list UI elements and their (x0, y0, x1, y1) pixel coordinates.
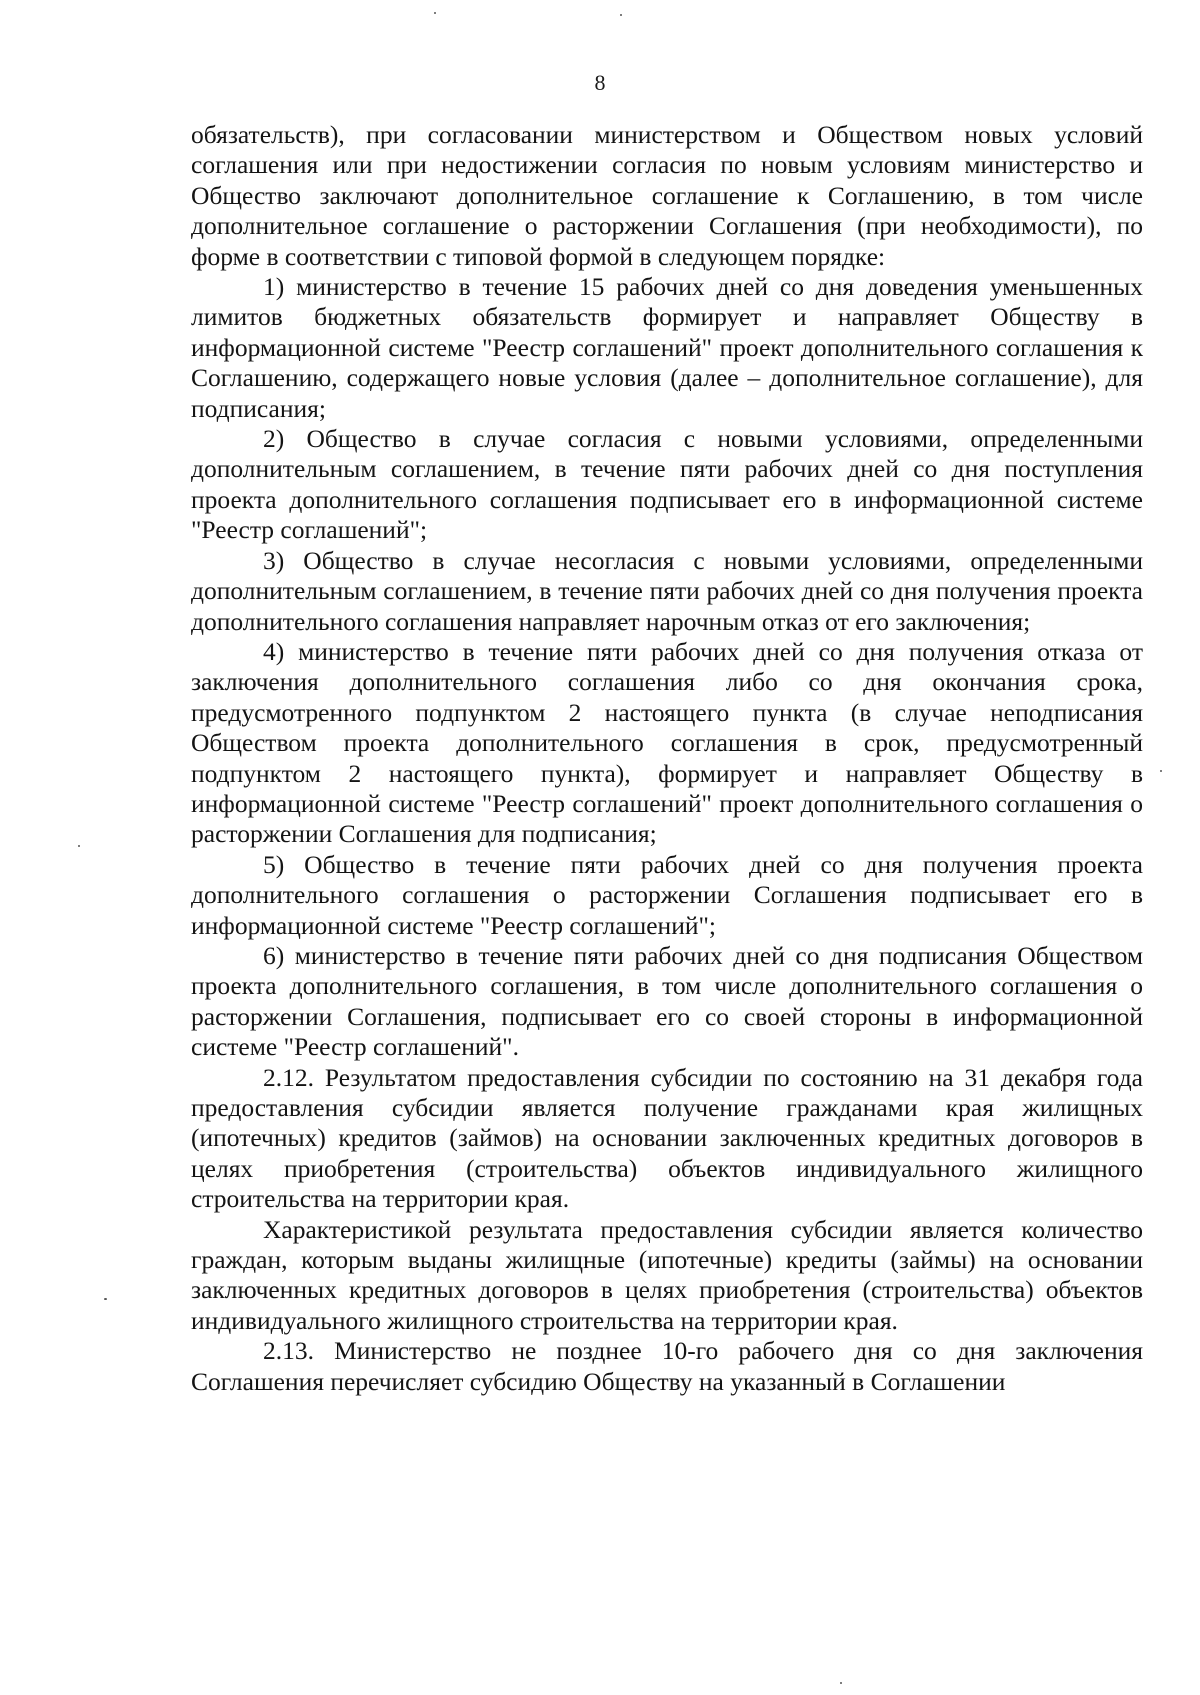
paragraph-item-3: 3) Общество в случае несогласия с новыми условиями, определенными дополнительным соглашением, в течение пяти рабочих дней со дня получения проекта дополнительного соглашения направляет нарочным отказ от его заключения; (191, 545, 1143, 636)
document-body (191, 120, 1143, 1397)
paragraph-item-4: 4) министерство в течение пяти рабочих дней со дня получения отказа от заключения дополнительного соглашения либо со дня окончания срока, предусмотренного подпунктом 2 настоящего пункта (в случае неподписания Обществом проекта дополнительного соглашения в срок, предусмотренный подпунктом 2 настоящего пункта), формирует и направляет Обществу в информационной системе "Реестр соглашений" проект дополнительного соглашения о расторжении Соглашения для подписания; (191, 636, 1143, 849)
paragraph-intro: обязательств), при согласовании министерством и Обществом новых условий соглашения или при недостижении согласия по новым условиям министерство и Общество заключают дополнительное соглашение к Соглашению, в том числе дополнительное соглашение о расторжении Соглашения (при необходимости), по форме в соответствии с типовой формой в следующем порядке: (191, 120, 1143, 271)
page-number: 8 (594, 70, 606, 95)
paragraph-2-13: 2.13. Министерство не позднее 10-го рабочего дня со дня заключения Соглашения перечисляет субсидию Обществу на указанный в Соглашении (191, 1336, 1143, 1396)
paragraph-item-6: 6) министерство в течение пяти рабочих дней со дня подписания Обществом проекта дополнительного соглашения, в том числе дополнительного соглашения о расторжении Соглашения, подписывает его со своей стороны в информационной системе "Реестр соглашений". (191, 940, 1143, 1062)
paragraph-item-5: 5) Общество в течение пяти рабочих дней со дня получения проекта дополнительного соглашения о расторжении Соглашения подписывает его в информационной системе "Реестр соглашений"; (191, 849, 1143, 940)
scan-speck (78, 845, 80, 847)
scan-speck (840, 1682, 842, 1684)
paragraph-item-1: 1) министерство в течение 15 рабочих дней со дня доведения уменьшенных лимитов бюджетных обязательств формирует и направляет Обществу в информационной системе "Реестр соглашений" проект дополнительного соглашения к Соглашению, содержащего новые условия (далее – дополнительное соглашение), для подписания; (191, 272, 1143, 423)
paragraph-result-characteristic: Характеристикой результата предоставления субсидии является количество граждан, которым выданы жилищные (ипотечные) кредиты (займы) на основании заключенных кредитных договоров в целях приобретения (строительства) объектов индивидуального жилищного строительства на территории края. (191, 1214, 1143, 1335)
scan-speck (1160, 770, 1162, 772)
scan-speck (104, 1298, 107, 1300)
scan-speck (620, 14, 622, 16)
scan-speck (434, 12, 436, 14)
paragraph-2-12: 2.12. Результатом предоставления субсидии по состоянию на 31 декабря года предоставления субсидии является получение гражданами края жилищных (ипотечных) кредитов (займов) на основании заключенных кредитных договоров в целях приобретения (строительства) объектов индивидуального жилищного строительства на территории края. (191, 1062, 1143, 1214)
paragraph-item-2: 2) Общество в случае согласия с новыми условиями, определенными дополнительным соглашением, в течение пяти рабочих дней со дня поступления проекта дополнительного соглашения подписывает его в информационной системе "Реестр соглашений"; (191, 424, 1143, 545)
